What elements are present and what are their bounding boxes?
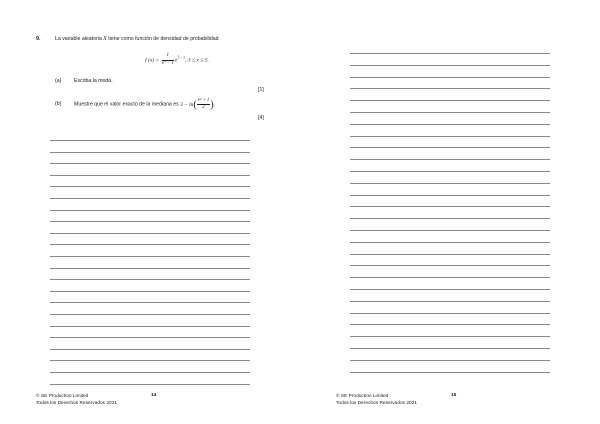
part-a-label: (a) bbox=[55, 78, 62, 84]
formula-factor: e bbox=[174, 57, 178, 64]
answer-line bbox=[350, 301, 550, 302]
answer-line bbox=[350, 124, 550, 125]
answer-line bbox=[350, 324, 550, 325]
answer-line bbox=[350, 77, 550, 78]
copyright-text: © SE Production Limited bbox=[336, 394, 389, 399]
answer-line bbox=[350, 147, 550, 148]
answer-line bbox=[50, 244, 250, 245]
rights-text: Todos los Derechos Reservados 2021 bbox=[36, 401, 118, 406]
question-stem bbox=[55, 36, 218, 42]
answer-line bbox=[350, 218, 550, 219]
exam-page-15 bbox=[300, 0, 600, 424]
answer-line bbox=[50, 175, 250, 176]
answer-line bbox=[350, 348, 550, 349]
median-denominator: 2 bbox=[202, 105, 205, 110]
formula-domain: , 3 ≤ x ≤ 5. bbox=[184, 57, 209, 64]
formula-exponent: 3 − x bbox=[177, 55, 185, 60]
answer-line bbox=[350, 372, 550, 373]
part-a-marks: [1] bbox=[258, 87, 264, 93]
answer-line bbox=[350, 112, 550, 113]
answer-line bbox=[350, 183, 550, 184]
question-number: 9. bbox=[36, 36, 41, 42]
stem-prefix: La variable aleatoria bbox=[55, 36, 102, 42]
formula-numerator: 1 bbox=[162, 53, 174, 61]
answer-line bbox=[350, 53, 550, 54]
answer-line bbox=[350, 171, 550, 172]
formula-fraction bbox=[162, 53, 174, 67]
answer-line bbox=[50, 302, 250, 303]
page-number: 15 bbox=[451, 393, 457, 398]
answer-lines[interactable] bbox=[50, 140, 250, 386]
answer-line bbox=[350, 159, 550, 160]
answer-line bbox=[50, 268, 250, 269]
answer-line bbox=[50, 360, 250, 361]
answer-line bbox=[50, 152, 250, 153]
answer-line bbox=[50, 326, 250, 327]
median-fraction bbox=[197, 98, 211, 111]
answer-line bbox=[50, 198, 250, 199]
answer-line bbox=[50, 279, 250, 280]
answer-line bbox=[50, 163, 250, 164]
answer-line bbox=[50, 349, 250, 350]
answer-line bbox=[350, 206, 550, 207]
answer-line bbox=[350, 277, 550, 278]
answer-line bbox=[350, 242, 550, 243]
copyright-text: © SE Production Limited bbox=[36, 394, 89, 399]
answer-line bbox=[50, 384, 250, 385]
footer-copyright bbox=[36, 393, 117, 407]
answer-line bbox=[350, 195, 550, 196]
median-trail: . bbox=[213, 101, 216, 108]
answer-line bbox=[50, 256, 250, 257]
answer-line bbox=[50, 233, 250, 234]
answer-line bbox=[50, 372, 250, 373]
answer-line bbox=[50, 221, 250, 222]
answer-line bbox=[350, 254, 550, 255]
part-b-text bbox=[74, 98, 215, 111]
answer-line bbox=[50, 140, 250, 141]
answer-line bbox=[350, 360, 550, 361]
median-numerator: e² + 1 bbox=[197, 98, 210, 103]
answer-line bbox=[50, 337, 250, 338]
answer-line bbox=[350, 336, 550, 337]
answer-line bbox=[350, 230, 550, 231]
part-b-marks: [4] bbox=[258, 115, 264, 121]
part-b-label: (b) bbox=[55, 101, 62, 107]
median-expression: 3 − ln( $\frac{\text{e² + 1}}{2}$ ). bbox=[180, 98, 216, 110]
answer-line bbox=[350, 88, 550, 89]
answer-line bbox=[50, 291, 250, 292]
formula-lhs: f (x) = bbox=[145, 57, 160, 64]
density-formula bbox=[145, 53, 209, 67]
answer-line bbox=[350, 289, 550, 290]
answer-line bbox=[350, 65, 550, 66]
random-variable: X bbox=[103, 36, 107, 42]
part-b-statement: Muestre que el valor exacto de la mediana es bbox=[74, 101, 179, 108]
answer-line bbox=[350, 265, 550, 266]
part-a-text: Escriba la moda. bbox=[74, 78, 113, 84]
answer-line bbox=[50, 314, 250, 315]
answer-line bbox=[350, 100, 550, 101]
answer-line bbox=[350, 313, 550, 314]
median-lead: 3 − ln bbox=[180, 101, 194, 108]
rights-text: Todos los Derechos Reservados 2021 bbox=[336, 401, 418, 406]
footer-copyright bbox=[336, 393, 417, 407]
page-number: 14 bbox=[151, 393, 157, 398]
answer-line bbox=[50, 210, 250, 211]
answer-line bbox=[50, 186, 250, 187]
stem-suffix: tiene como función de densidad de probabilidad bbox=[108, 36, 219, 42]
answer-lines[interactable] bbox=[350, 53, 550, 379]
formula-denominator: e³ − 1 bbox=[161, 60, 174, 66]
answer-line bbox=[350, 136, 550, 137]
